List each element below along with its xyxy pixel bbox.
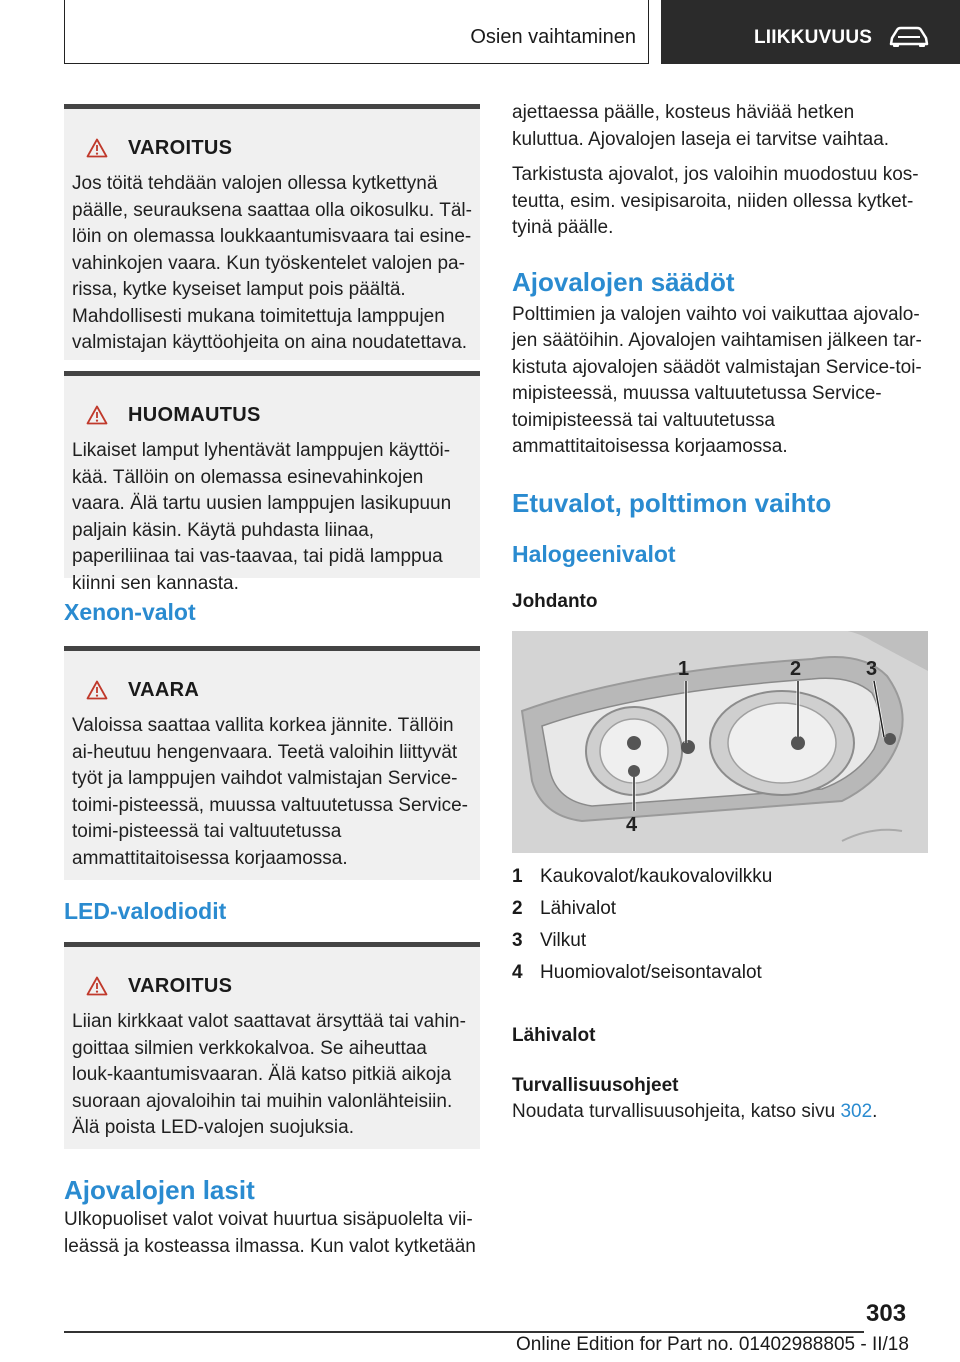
notice-triangle-icon xyxy=(86,405,108,425)
check-text: Tarkistusta ajovalot, jos valoihin muodostuu kos-teutta, esim. vesipisaroita, niiden ollessa kytket-tyinä päälle. xyxy=(512,164,919,238)
halogeeni-heading: Halogeenivalot xyxy=(512,540,676,567)
legend-label: Vilkut xyxy=(540,929,587,951)
header-section-tab xyxy=(64,0,649,64)
legend-number: 4 xyxy=(512,961,523,983)
led-warning-title: VAROITUS xyxy=(128,974,233,997)
headlight-figure xyxy=(512,631,928,853)
danger-triangle-icon xyxy=(86,680,108,700)
legend-number: 2 xyxy=(512,897,523,919)
saadot-heading: Ajovalojen säädöt xyxy=(512,266,735,297)
lasit-section xyxy=(64,1173,480,1260)
danger-title: VAARA xyxy=(128,678,200,701)
callout-1: 1 xyxy=(678,657,690,680)
warning-triangle-icon xyxy=(86,138,108,158)
legend-label: Huomiovalot/seisontavalot xyxy=(540,961,762,983)
continued-text: ajettaessa päälle, kosteus häviää hetken kuluttua. Ajovalojen laseja ei tarvitse vaihtaa. xyxy=(512,102,890,150)
turva-text-end: . xyxy=(872,1100,878,1122)
lahivalot-heading: Lähivalot xyxy=(512,1024,596,1046)
danger-box xyxy=(64,646,480,880)
legend-item xyxy=(512,893,928,925)
warning-box xyxy=(64,104,480,360)
danger-text: Valoissa saattaa vallita korkea jännite. Tällöin ai-heutuu hengenvaara. Teetä valoihin liittyvät työt ja lamppujen vaihdot valmistajan Service-toimi-pisteessä, muussa valtuutetussa Service-toimi-pisteessä tai valtuutetussa ammattitaitoisessa korjaamossa. xyxy=(72,715,468,869)
header-chapter-tab xyxy=(661,0,960,64)
legend-item xyxy=(512,861,928,893)
led-warning-text: Liian kirkkaat valot saattavat ärsyttää tai vahin-goittaa silmien verkkokalvoa. Se aiheuttaa louk-kaantumisvaaran. Älä katso pitkiä aikoja suoraan ajovaloihin tai muihin valonlähteisiin. Älä poista LED-valojen suojuksia. xyxy=(72,1011,466,1138)
warning-text: Jos töitä tehdään valojen ollessa kytkettynä päälle, seurauksena saattaa olla oikosulku. Täl-löin on olemassa loukkaantumisvaara tai esine-vahinkojen vaara. Kun työskentelet valojen pa-rissa, kytke kyseiset lamput pois päältä. Mahdollisesti mukana toimitettuja lamppujen valmistajan käyttöohjeita on aina noudatettava. xyxy=(72,173,472,353)
footer-edition: Online Edition for Part no. 01402988805 - II/18 xyxy=(516,1334,909,1355)
led-heading-row xyxy=(64,880,480,942)
danger-title-row xyxy=(72,667,472,713)
warning-title: VAROITUS xyxy=(128,136,233,159)
warning-title-row xyxy=(72,125,472,171)
page-link[interactable]: 302 xyxy=(840,1100,873,1122)
etuvalot-heading: Etuvalot, polttimon vaihto xyxy=(512,487,832,518)
lasit-heading: Ajovalojen lasit xyxy=(64,1175,255,1205)
notice-text: Likaiset lamput lyhentävät lamppujen käyttöi-kää. Tällöin on olemassa esinevahinkojen vaara. Älä tartu uusien lamppujen lasikupuun paljain käsin. Käytä puhdasta liinaa, paperiliinaa tai vas-taavaa, tai pidä lamppua kiinni sen kannasta. xyxy=(72,440,452,594)
headlight-illustration xyxy=(512,631,928,853)
footer-rule xyxy=(64,1331,864,1333)
turva-text xyxy=(512,1099,928,1126)
callout-3: 3 xyxy=(866,657,878,680)
led-warning-triangle-icon xyxy=(86,976,108,996)
callout-4: 4 xyxy=(626,813,638,836)
notice-title-row xyxy=(72,392,472,438)
right-column xyxy=(512,104,928,1125)
turva-heading: Turvallisuusohjeet xyxy=(512,1074,679,1096)
legend-item xyxy=(512,957,928,989)
legend-label: Lähivalot xyxy=(540,897,617,919)
johdanto-heading: Johdanto xyxy=(512,590,598,612)
legend-number: 3 xyxy=(512,929,523,951)
page-number: 303 xyxy=(866,1300,907,1327)
left-column xyxy=(64,104,480,1260)
lasit-text: Ulkopuoliset valot voivat huurtua sisäpuolelta vii-leässä ja kosteassa ilmassa. Kun valot kytketään xyxy=(64,1209,476,1257)
callout-2: 2 xyxy=(790,657,802,680)
legend-label: Kaukovalot/kaukovalovilkku xyxy=(540,865,773,887)
led-heading: LED-valodiodit xyxy=(64,897,227,924)
turva-text-body: Noudata turvallisuusohjeita, katso sivu xyxy=(512,1100,841,1122)
car-icon xyxy=(889,26,929,48)
section-title: Osien vaihtaminen xyxy=(470,26,636,48)
notice-title: HUOMAUTUS xyxy=(128,403,261,426)
legend-number: 1 xyxy=(512,865,523,887)
saadot-text: Polttimien ja valojen vaihto voi vaikuttaa ajovalo-jen säätöihin. Ajovalojen vaihtamisen jälkeen tar-kistuta ajovalojen säädöt valmistajan Service-toi-mipisteessä, muussa valtuutetussa Service-toimipisteessä tai valtuutetussa ammattitaitoisessa korjaamossa. xyxy=(512,303,922,457)
chapter-title: LIIKKUVUUS xyxy=(754,27,873,48)
led-warning-box xyxy=(64,942,480,1149)
notice-box xyxy=(64,371,480,594)
led-warning-title-row xyxy=(72,963,472,1009)
xenon-heading: Xenon-valot xyxy=(64,598,196,625)
legend-item xyxy=(512,925,928,957)
figure-legend xyxy=(512,861,928,989)
